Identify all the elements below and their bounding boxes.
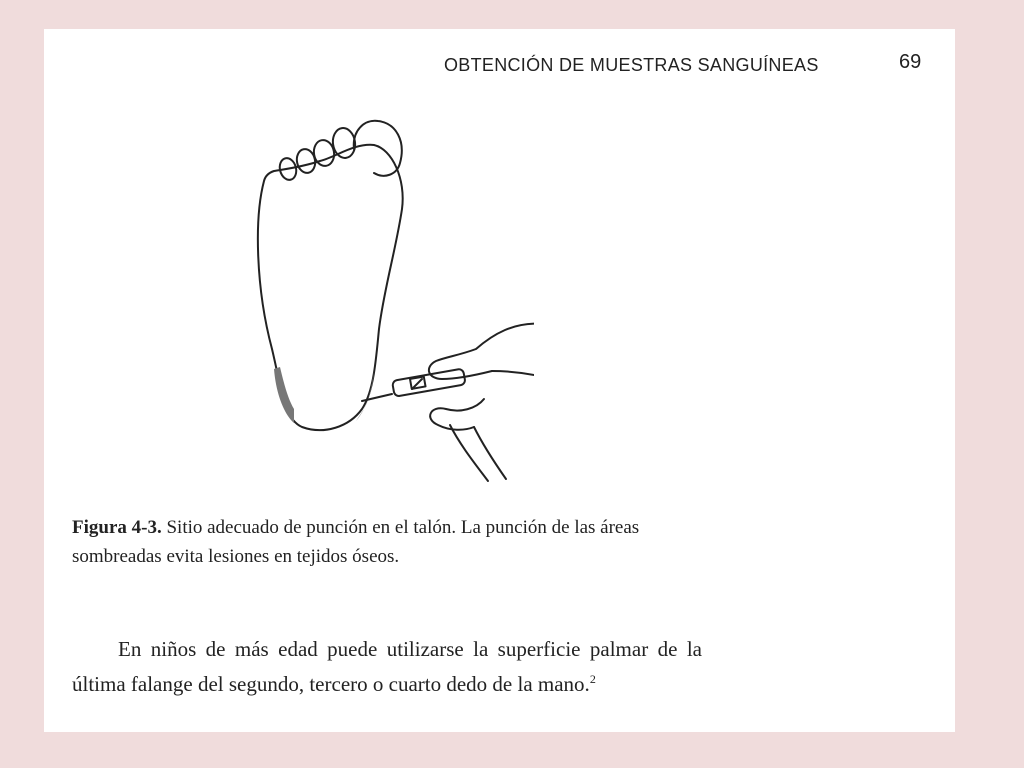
book-page xyxy=(44,29,955,732)
page-number: 69 xyxy=(899,51,922,73)
figure-caption-text: Sitio adecuado de punción en el talón. La punción de las áreas sombreadas evita lesiones en tejidos óseos. xyxy=(72,517,640,567)
footnote-reference: 2 xyxy=(589,672,596,686)
shaded-area-left xyxy=(274,367,294,423)
hand xyxy=(429,324,534,481)
running-header: OBTENCIÓN DE MUESTRAS SANGUÍNEAS xyxy=(444,55,819,75)
figure-caption-label: Figura 4-3. xyxy=(72,517,162,538)
lancet xyxy=(362,368,466,401)
figure-caption xyxy=(72,513,702,571)
body-paragraph-text: En niños de más edad puede utilizarse la superficie palmar de la última falange del segundo, tercero o cuarto dedo de la mano. xyxy=(72,637,702,696)
foot-heel-puncture-illustration xyxy=(214,109,534,489)
body-paragraph xyxy=(72,634,702,699)
big-toe xyxy=(354,121,402,176)
